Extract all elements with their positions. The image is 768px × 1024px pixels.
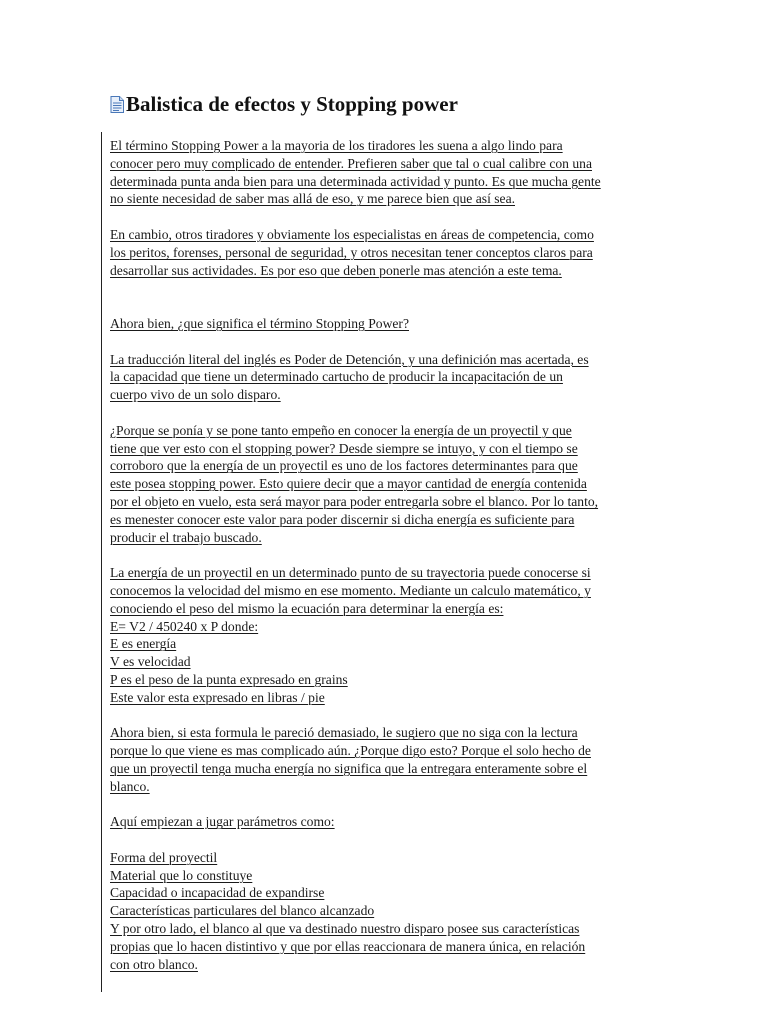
text-line: V es velocidad	[110, 654, 191, 670]
text-line: por el objeto en vuelo, esta será mayor para poder entregarla sobre el blanco. Por lo tanto,	[110, 493, 599, 509]
text-line: En cambio, otros tiradores y obviamente los especialistas en áreas de competencia, como	[110, 226, 594, 242]
text-line: Este valor esta expresado en libras / pie	[110, 689, 325, 705]
text-line: P es el peso de la punta expresado en grains	[110, 671, 348, 687]
text-line: este posea stopping power. Esto quiere decir que a mayor cantidad de energía contenida	[110, 476, 587, 492]
paragraph	[110, 351, 670, 404]
paragraph	[110, 226, 670, 279]
text-line: La traducción literal del inglés es Poder de Detención, y una definición mas acertada, es	[110, 351, 589, 367]
text-line: no siente necesidad de saber mas allá de eso, y me parece bien que así sea.	[110, 191, 515, 207]
text-line: corroboro que la energía de un proyectil es uno de los factores determinantes para que	[110, 458, 578, 474]
text-line: Aquí empiezan a jugar parámetros como:	[110, 814, 335, 830]
paragraph	[110, 137, 670, 208]
text-line: conociendo el peso del mismo la ecuación para determinar la energía es:	[110, 600, 504, 616]
text-line: Material que lo constituye	[110, 867, 253, 883]
paragraph	[110, 724, 670, 795]
page-title-text: Balistica de efectos y Stopping power	[126, 92, 458, 116]
paragraph	[110, 422, 670, 547]
text-line: Ahora bien, ¿que significa el término Stopping Power?	[110, 315, 409, 331]
text-line: blanco.	[110, 778, 150, 794]
text-line: es menester conocer este valor para poder discernir si dicha energía es suficiente para	[110, 511, 575, 527]
text-line: Capacidad o incapacidad de expandirse	[110, 885, 325, 901]
text-line: porque lo que viene es mas complicado aún. ¿Porque digo esto? Porque el solo hecho de	[110, 743, 591, 759]
text-line: La energía de un proyectil en un determinado punto de su trayectoria puede conocerse si	[110, 565, 591, 581]
text-line: conocer pero muy complicado de entender. Prefieren saber que tal o cual calibre con una	[110, 155, 592, 171]
text-line: propias que lo hacen distintivo y que por ellas reaccionara de manera única, en relación	[110, 938, 586, 954]
paragraph	[110, 813, 670, 831]
text-line: producir el trabajo buscado.	[110, 529, 262, 545]
text-line: la capacidad que tiene un determinado cartucho de producir la incapacitación de un	[110, 369, 563, 385]
text-line: cuerpo vivo de un solo disparo.	[110, 387, 281, 403]
text-line: con otro blanco.	[110, 956, 198, 972]
margin-rule	[101, 132, 102, 992]
paragraph	[110, 564, 670, 706]
text-line: Ahora bien, si esta formula le pareció demasiado, le sugiero que no siga con la lectura	[110, 725, 578, 741]
text-line: conocemos la velocidad del mismo en ese momento. Mediante un calculo matemático, y	[110, 582, 591, 598]
text-line: El término Stopping Power a la mayoria de los tiradores les suena a algo lindo para	[110, 138, 563, 153]
text-line: Y por otro lado, el blanco al que va destinado nuestro disparo posee sus características	[110, 921, 580, 937]
text-line: determinada punta anda bien para una determinada actividad y punto. Es que mucha gente	[110, 173, 601, 189]
text-line: tiene que ver esto con el stopping power? Desde siempre se intuyo, y con el tiempo se	[110, 440, 578, 456]
text-line: ¿Porque se ponía y se pone tanto empeño en conocer la energía de un proyectil y que	[110, 422, 572, 438]
text-line: que un proyectil tenga mucha energía no significa que la entregara enteramente sobre el	[110, 760, 588, 776]
paragraph	[110, 849, 670, 974]
page-title	[110, 92, 458, 117]
text-line: E es energía	[110, 636, 177, 652]
text-line: los peritos, forenses, personal de seguridad, y otros necesitan tener conceptos claros para	[110, 244, 593, 260]
document-icon	[110, 96, 124, 113]
document-body	[110, 137, 670, 991]
paragraph	[110, 315, 670, 333]
text-line: Forma del proyectil	[110, 849, 218, 865]
text-line: E= V2 / 450240 x P donde:	[110, 618, 259, 634]
text-line: Características particulares del blanco alcanzado	[110, 903, 375, 919]
text-line: desarrollar sus actividades. Es por eso que deben ponerle mas atención a este tema.	[110, 262, 562, 278]
